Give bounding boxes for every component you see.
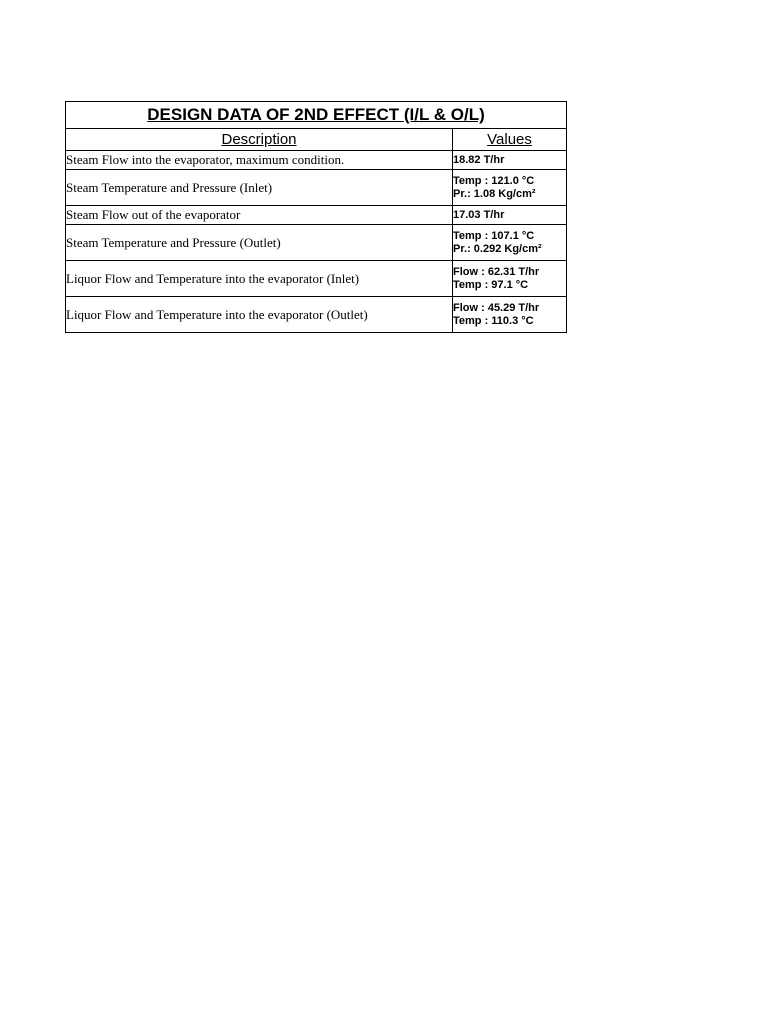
table-row (66, 170, 567, 206)
row-value-line: 17.03 T/hr (453, 208, 505, 221)
row-value-line: Temp : 97.1 °C (453, 278, 529, 291)
row-value-line: Pr.: 1.08 Kg/cm² (453, 187, 536, 200)
table-row (66, 206, 567, 225)
table-row (66, 297, 567, 333)
row-description: Steam Temperature and Pressure (Inlet) (66, 170, 453, 206)
design-data-table (65, 101, 567, 333)
row-values (453, 225, 567, 261)
row-values (453, 206, 567, 225)
row-values (453, 261, 567, 297)
row-value-line: Temp : 121.0 °C (453, 174, 535, 187)
row-value-line: Temp : 110.3 °C (453, 314, 534, 327)
table-row (66, 151, 567, 170)
row-value-line: Pr.: 0.292 Kg/cm² (453, 242, 542, 255)
row-description: Liquor Flow and Temperature into the evaporator (Inlet) (66, 261, 453, 297)
row-description: Steam Flow out of the evaporator (66, 206, 453, 225)
table-row (66, 225, 567, 261)
row-value-line: Temp : 107.1 °C (453, 229, 535, 242)
row-description: Liquor Flow and Temperature into the evaporator (Outlet) (66, 297, 453, 333)
row-values (453, 170, 567, 206)
row-values (453, 151, 567, 170)
row-values (453, 297, 567, 333)
row-description: Steam Temperature and Pressure (Outlet) (66, 225, 453, 261)
row-value-line: 18.82 T/hr (453, 153, 505, 166)
column-header-description: Description (66, 129, 453, 151)
column-header-values: Values (453, 129, 567, 151)
row-description: Steam Flow into the evaporator, maximum condition. (66, 151, 453, 170)
table-title: DESIGN DATA OF 2ND EFFECT (I/L & O/L) (66, 102, 567, 129)
table-row (66, 261, 567, 297)
row-value-line: Flow : 62.31 T/hr (453, 265, 540, 278)
row-value-line: Flow : 45.29 T/hr (453, 301, 540, 314)
